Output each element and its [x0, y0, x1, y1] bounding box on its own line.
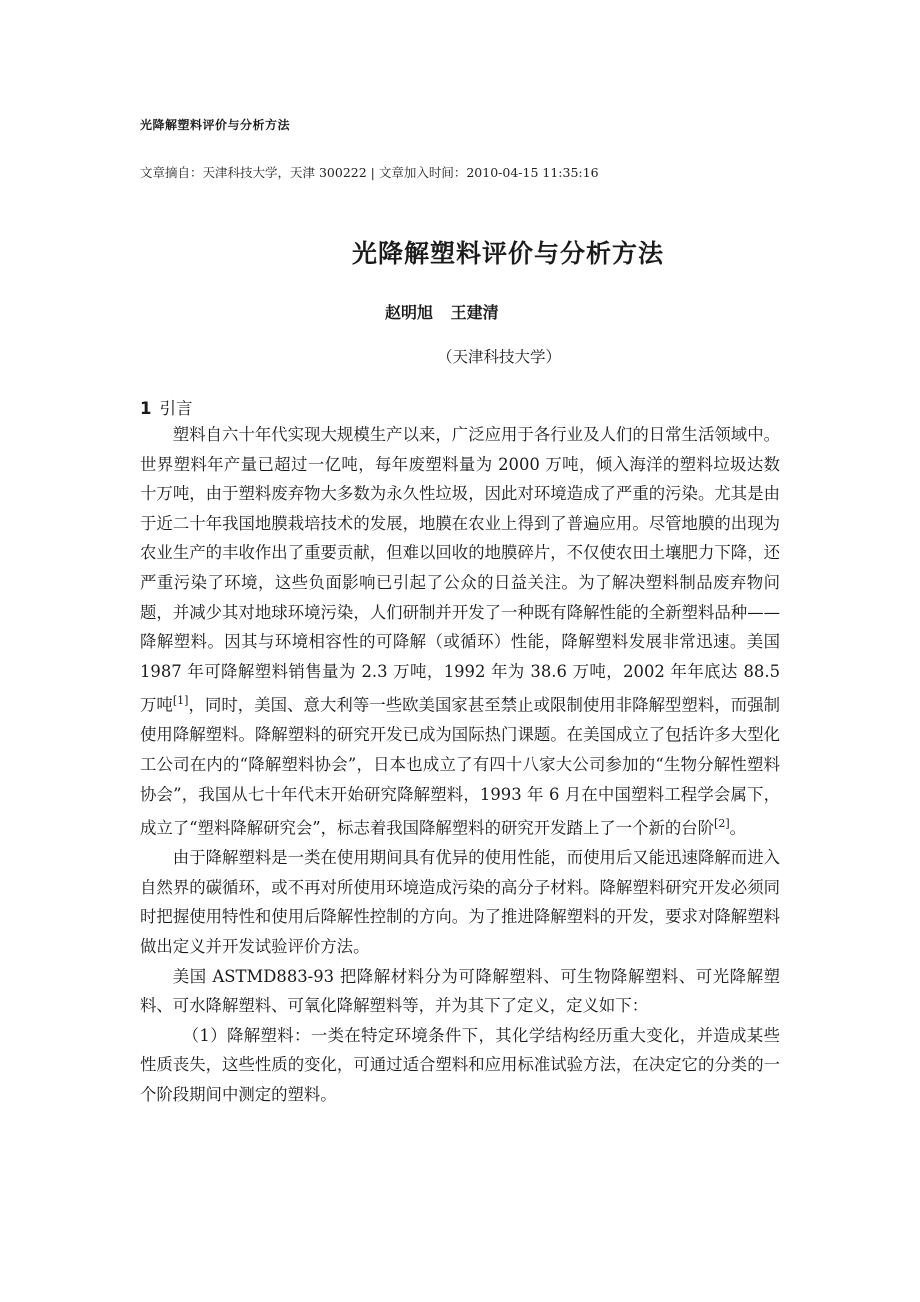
body-text — [140, 420, 780, 1110]
paragraph-definition-1: （1）降解塑料：一类在特定环境条件下，其化学结构经历重大变化，并造成某些性质丧失，这些性质的变化，可通过适合塑料和应用标准试验方法，在决定它的分类的一个阶段期间中测定的塑料。 — [140, 1025, 780, 1104]
source-line: 文章摘自：天津科技大学，天津 300222 | 文章加入时间：2010-04-15 11:35:16 — [140, 165, 599, 180]
citation-marker: [1] — [172, 694, 189, 708]
paragraph-astm: 美国 ASTMD883-93 把降解材料分为可降解塑料、可生物降解塑料、可光降解塑料、可水降解塑料、可氧化降解塑料等，并为其下了定义，定义如下： — [140, 966, 780, 1016]
section-heading — [140, 395, 192, 419]
citation-marker: [2] — [714, 817, 730, 831]
paragraph-definition-need: 由于降解塑料是一类在使用期间具有优异的使用性能，而使用后又能迅速降解而进入自然界的碳循环，或不再对所使用环境造成污染的高分子材料。降解塑料研究开发必须同时把握使用特性和使用后降解性控制的方向。为了推进降解塑料的开发，要求对降解塑料做出定义并开发试验评价方法。 — [140, 848, 780, 957]
running-title: 光降解塑料评价与分析方法 — [140, 118, 291, 132]
paragraph-intro: 塑料自六十年代实现大规模生产以来，广泛应用于各行业及人们的日常生活领域中。世界塑料年产量已超过一亿吨，每年废塑料量为 2000 万吨，倾入海洋的塑料垃圾达数十万吨，由于塑料废弃物大多数为永久性垃圾，因此对环境造成了严重的污染。尤其是由于近二十年我国地膜栽培技术的发展，地膜在农业上得到了普遍应用。尽管地膜的出现为农业生产的丰收作出了重要贡献，但难以回收的地膜碎片，不仅使农田土壤肥力下降，还严重污染了环境，这些负面影响已引起了公众的日益关注。为了解决塑料制品废弃物问题，并减少其对地球环境污染，人们研制并开发了一种既有降解性能的全新塑料品种——降解塑料。因其与环境相容性的可降解（或循环）性能，降解塑料发展非常迅速。美国 1987 年可降解塑料销售量为 2.3 万吨，1992 年为 38.6 万吨，2002 年年底达 88.5 万吨[1]，同时，美国、意大利等一些欧美国家甚至禁止或限制使用非降解型塑料，而强制使用降解塑料。降解塑料的研究开发已成为国际热门课题。在美国成立了包括许多大型化工公司在内的“降解塑料协会”，日本也成立了有四十八家大公司参加的“生物分解性塑料协会”，我国从七十年代末开始研究降解塑料，1993 年 6 月在中国塑料工程学会属下，成立了“塑料降解研究会”，标志着我国降解塑料的研究开发踏上了一个新的台阶[2]。 — [140, 425, 781, 838]
affiliation: （天津科技大学） — [437, 348, 562, 366]
section-number: 1 — [140, 399, 152, 418]
authors: 赵明旭 王建清 — [385, 303, 499, 322]
section-title: 引言 — [159, 399, 193, 418]
article-title: 光降解塑料评价与分析方法 — [351, 239, 664, 268]
